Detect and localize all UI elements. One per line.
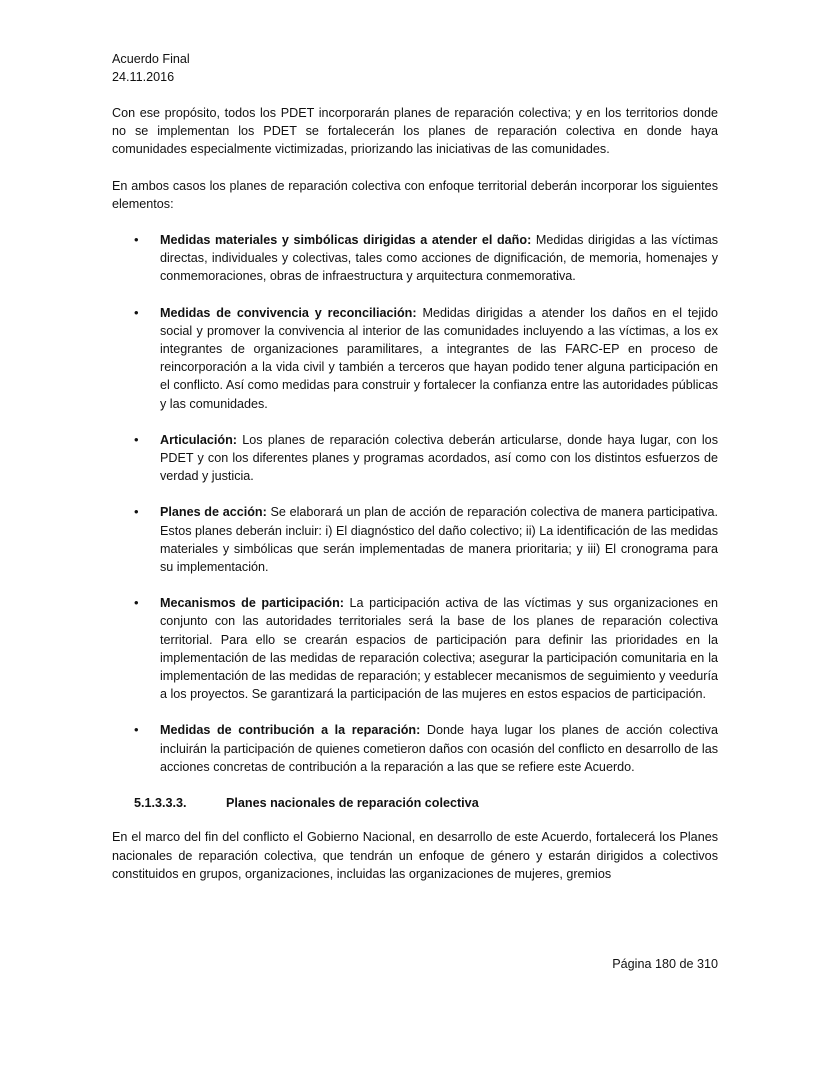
bullet-icon: •: [134, 504, 139, 520]
section-number: 5.1.3.3.3.: [134, 796, 187, 811]
bullet-icon: •: [134, 722, 139, 738]
item-lead: Medidas de convivencia y reconciliación:: [160, 305, 417, 320]
bullet-icon: •: [134, 431, 139, 447]
bullet-icon: •: [134, 232, 139, 248]
item-text: Se elaborará un plan de acción de reparación colectiva de manera participativa. Estos planes deberán incluir: i) El diagnóstico del daño colectivo; ii) La identificación de las medidas materiales y simbólicas que serán implementadas de manera prioritaria; y iii) El cronograma para su implementación.: [160, 505, 718, 575]
list-item: [112, 304, 718, 413]
section-title: Planes nacionales de reparación colectiva: [226, 796, 479, 811]
intro-paragraph-1: Con ese propósito, todos los PDET incorporarán planes de reparación colectiva; y en los territorios donde no se implementan los PDET se fortalecerán los planes de reparación colectiva en donde haya comunidades especialmente victimizadas, priorizando las iniciativas de las comunidades.: [112, 106, 718, 157]
page-number: Página 180 de 310: [612, 957, 718, 971]
list-item: [112, 503, 718, 576]
item-lead: Articulación:: [160, 432, 237, 447]
item-text: Medidas dirigidas a las víctimas directas, individuales y colectivas, tales como acciones de dignificación, de memoria, homenajes y conmemoraciones, obras de infraestructura y arquitectura conmemorativa.: [160, 233, 718, 284]
item-text: Medidas dirigidas a atender los daños en el tejido social y promover la convivencia al interior de las comunidades incluyendo a las víctimas, a los ex integrantes de organizaciones paramilitares, a integrantes de las FARC-EP en proceso de reincorporación a la vida civil y también a terceros que hayan podido tener alguna participación en el conflicto. Así como medidas para construir y fortalecer la confianza entre las autoridades públicas y las comunidades.: [160, 305, 718, 411]
closing-paragraph: En el marco del fin del conflicto el Gobierno Nacional, en desarrollo de este Acuerdo, fortalecerá los Planes nacionales de reparación colectiva, que tendrán un enfoque de género y estarán dirigidos a colectivos constituidos en grupos, organizaciones, incluidas las organizaciones de mujeres, gremios: [112, 830, 718, 881]
list-item: [112, 231, 718, 286]
list-item: [112, 721, 718, 776]
document-page: [112, 50, 718, 883]
item-lead: Planes de acción:: [160, 505, 267, 520]
item-lead: Medidas materiales y simbólicas dirigidas a atender el daño:: [160, 233, 532, 248]
document-date: 24.11.2016: [112, 70, 175, 84]
item-text: La participación activa de las víctimas y sus organizaciones en conjunto con las autoridades territoriales será la base de los planes de reparación colectiva territorial. Para ello se crearán espacios de participación para definir las prioridades en la implementación de las medidas de reparación colectiva; asegurar la participación comunitaria en la implementación de las medidas de reparación; y establecer mecanismos de seguimiento y veeduría a los proyectos. Se garantizará la participación de las mujeres en estos espacios de participación.: [160, 596, 718, 702]
list-item: [112, 594, 718, 703]
item-lead: Mecanismos de participación:: [160, 596, 344, 611]
bullet-icon: •: [134, 595, 139, 611]
document-title: Acuerdo Final: [112, 52, 190, 66]
item-text: Donde haya lugar los planes de acción colectiva incluirán la participación de quienes cometieron daños con ocasión del conflicto en desarrollo de las acciones concretas de contribución a la reparación a las que se refiere este Acuerdo.: [160, 723, 718, 774]
bullet-icon: •: [134, 304, 139, 320]
item-lead: Medidas de contribución a la reparación:: [160, 723, 421, 738]
item-text: Los planes de reparación colectiva deberán articularse, donde haya lugar, con los PDET y con los diferentes planes y programas acordados, así como con los distintos esfuerzos de verdad y justicia.: [160, 432, 718, 484]
list-item: [112, 431, 718, 486]
elements-list: [112, 231, 718, 776]
intro-paragraph-2: En ambos casos los planes de reparación colectiva con enfoque territorial deberán incorporar los siguientes elementos:: [112, 178, 718, 211]
section-heading: [134, 794, 718, 812]
